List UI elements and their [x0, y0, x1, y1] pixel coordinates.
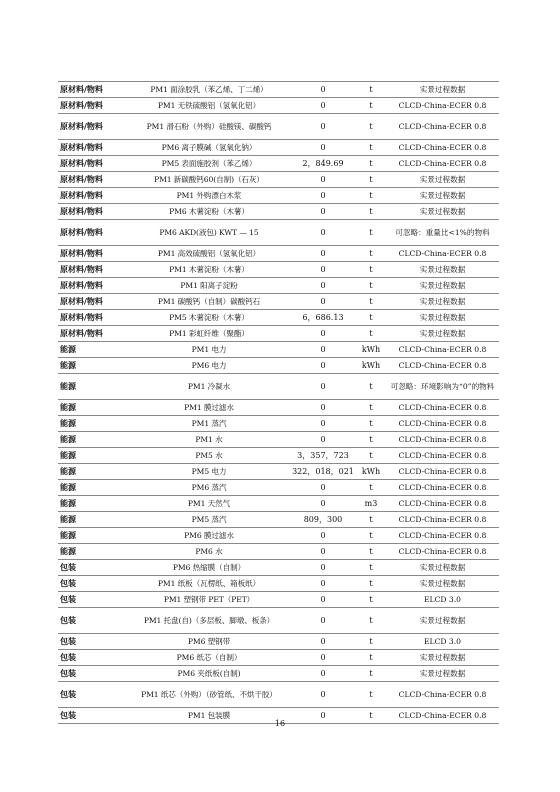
amount-cell: 0	[290, 188, 356, 204]
table-row	[58, 220, 499, 246]
source-cell: 实景过程数据	[386, 666, 499, 682]
source-cell: CLCD-China-ECER 0.8	[386, 342, 499, 358]
category-cell: 能源	[58, 496, 128, 512]
source-cell: ELCD 3.0	[386, 592, 499, 608]
amount-cell: 0	[290, 294, 356, 310]
item-cell: PM1 塑钢带 PET（PET）	[128, 592, 290, 608]
category-cell: 包装	[58, 682, 128, 708]
category-cell: 能源	[58, 464, 128, 480]
amount-cell: 0	[290, 496, 356, 512]
amount-cell: 0	[290, 634, 356, 650]
item-cell: PM1 冷凝水	[128, 374, 290, 400]
table-row	[58, 528, 499, 544]
amount-cell: 0	[290, 204, 356, 220]
amount-cell: 6，686.13	[290, 310, 356, 326]
amount-cell: 0	[290, 544, 356, 560]
item-cell: PM1 滑石粉（外购）硅酸镁、碳酸钙	[128, 114, 290, 140]
item-cell: PM1 纸板（瓦楞纸、箱板纸）	[128, 576, 290, 592]
unit-cell: t	[356, 156, 386, 172]
category-cell: 原材料/物料	[58, 294, 128, 310]
source-cell: 实景过程数据	[386, 560, 499, 576]
table-row	[58, 342, 499, 358]
category-cell: 能源	[58, 432, 128, 448]
item-cell: PM1 蒸汽	[128, 416, 290, 432]
category-cell: 包装	[58, 666, 128, 682]
table-row	[58, 374, 499, 400]
source-cell: 实景过程数据	[386, 188, 499, 204]
source-cell: CLCD-China-ECER 0.8	[386, 156, 499, 172]
source-cell: CLCD-China-ECER 0.8	[386, 708, 499, 724]
table-row	[58, 294, 499, 310]
unit-cell: t	[356, 188, 386, 204]
item-cell: PM1 纸芯（外购）（砂管纸、不烘干胶）	[128, 682, 290, 708]
amount-cell: 0	[290, 358, 356, 374]
source-cell: CLCD-China-ECER 0.8	[386, 528, 499, 544]
amount-cell: 0	[290, 416, 356, 432]
unit-cell: t	[356, 634, 386, 650]
table-row	[58, 204, 499, 220]
category-cell: 原材料/物料	[58, 262, 128, 278]
unit-cell: kWh	[356, 358, 386, 374]
category-cell: 能源	[58, 480, 128, 496]
item-cell: PM1 面涂胶乳（苯乙烯、丁二烯）	[128, 82, 290, 98]
category-cell: 原材料/物料	[58, 98, 128, 114]
unit-cell: t	[356, 294, 386, 310]
amount-cell: 809，300	[290, 512, 356, 528]
unit-cell: t	[356, 98, 386, 114]
unit-cell: t	[356, 246, 386, 262]
item-cell: PM1 包装膜	[128, 708, 290, 724]
unit-cell: t	[356, 114, 386, 140]
source-cell: CLCD-China-ECER 0.8	[386, 512, 499, 528]
source-cell: CLCD-China-ECER 0.8	[386, 432, 499, 448]
table-row	[58, 246, 499, 262]
amount-cell: 0	[290, 342, 356, 358]
table-row	[58, 592, 499, 608]
table-row	[58, 576, 499, 592]
table-row	[58, 560, 499, 576]
amount-cell: 0	[290, 650, 356, 666]
source-cell: CLCD-China-ECER 0.8	[386, 114, 499, 140]
category-cell: 能源	[58, 448, 128, 464]
source-cell: CLCD-China-ECER 0.8	[386, 246, 499, 262]
amount-cell: 2，849.69	[290, 156, 356, 172]
item-cell: PM1 碳酸钙（自制）碳酸钙石	[128, 294, 290, 310]
table-row	[58, 650, 499, 666]
category-cell: 能源	[58, 374, 128, 400]
unit-cell: m3	[356, 496, 386, 512]
category-cell: 原材料/物料	[58, 140, 128, 156]
inventory-table	[58, 81, 499, 724]
unit-cell: t	[356, 204, 386, 220]
table-row	[58, 140, 499, 156]
amount-cell: 0	[290, 708, 356, 724]
item-cell: PM1 高效硫酸铝（氢氧化铝）	[128, 246, 290, 262]
amount-cell: 0	[290, 374, 356, 400]
unit-cell: kWh	[356, 342, 386, 358]
table-row	[58, 512, 499, 528]
source-cell: CLCD-China-ECER 0.8	[386, 98, 499, 114]
unit-cell: kWh	[356, 464, 386, 480]
item-cell: PM6 夹纸板(自制)	[128, 666, 290, 682]
unit-cell: t	[356, 310, 386, 326]
table-row	[58, 464, 499, 480]
item-cell: PM6 热缩膜（自制）	[128, 560, 290, 576]
unit-cell: t	[356, 544, 386, 560]
category-cell: 能源	[58, 342, 128, 358]
source-cell: 实景过程数据	[386, 278, 499, 294]
page-number: 16	[274, 719, 286, 728]
source-cell: 实景过程数据	[386, 172, 499, 188]
table-row	[58, 480, 499, 496]
category-cell: 原材料/物料	[58, 204, 128, 220]
amount-cell: 0	[290, 98, 356, 114]
item-cell: PM6 木薯淀粉（木薯）	[128, 204, 290, 220]
category-cell: 原材料/物料	[58, 326, 128, 342]
amount-cell: 0	[290, 480, 356, 496]
table-row	[58, 310, 499, 326]
item-cell: PM6 蒸汽	[128, 480, 290, 496]
table-row	[58, 82, 499, 98]
table-row	[58, 682, 499, 708]
table-row	[58, 114, 499, 140]
unit-cell: t	[356, 432, 386, 448]
table-row	[58, 262, 499, 278]
category-cell: 能源	[58, 528, 128, 544]
amount-cell: 0	[290, 262, 356, 278]
amount-cell: 0	[290, 666, 356, 682]
amount-cell: 0	[290, 246, 356, 262]
unit-cell: t	[356, 576, 386, 592]
item-cell: PM1 无铁硫酸铝（氢氧化铝）	[128, 98, 290, 114]
source-cell: 实景过程数据	[386, 608, 499, 634]
table-row	[58, 188, 499, 204]
amount-cell: 0	[290, 432, 356, 448]
amount-cell: 0	[290, 172, 356, 188]
source-cell: CLCD-China-ECER 0.8	[386, 358, 499, 374]
item-cell: PM1 彩虹纤维（聚酯）	[128, 326, 290, 342]
item-cell: PM6 AKD(液包) KWT — 15	[128, 220, 290, 246]
category-cell: 原材料/物料	[58, 220, 128, 246]
amount-cell: 0	[290, 82, 356, 98]
amount-cell: 0	[290, 608, 356, 634]
source-cell: 实景过程数据	[386, 650, 499, 666]
table-row	[58, 608, 499, 634]
category-cell: 原材料/物料	[58, 156, 128, 172]
amount-cell: 0	[290, 528, 356, 544]
unit-cell: t	[356, 650, 386, 666]
table-row	[58, 634, 499, 650]
category-cell: 包装	[58, 608, 128, 634]
unit-cell: t	[356, 448, 386, 464]
item-cell: PM1 木薯淀粉（木薯）	[128, 262, 290, 278]
unit-cell: t	[356, 220, 386, 246]
source-cell: CLCD-China-ECER 0.8	[386, 496, 499, 512]
table-row	[58, 432, 499, 448]
source-cell: CLCD-China-ECER 0.8	[386, 448, 499, 464]
table-row	[58, 326, 499, 342]
item-cell: PM5 蒸汽	[128, 512, 290, 528]
item-cell: PM6 塑钢带	[128, 634, 290, 650]
amount-cell: 3，357，723	[290, 448, 356, 464]
source-cell: 可忽略：重量比<1%的物料	[386, 220, 499, 246]
unit-cell: t	[356, 682, 386, 708]
table-row	[58, 358, 499, 374]
category-cell: 原材料/物料	[58, 310, 128, 326]
unit-cell: t	[356, 140, 386, 156]
item-cell: PM1 托盘(自)（多层板、脚墩、板条）	[128, 608, 290, 634]
item-cell: PM6 膜过滤水	[128, 528, 290, 544]
source-cell: 可忽略：环境影响为“0”的物料	[386, 374, 499, 400]
item-cell: PM6 水	[128, 544, 290, 560]
source-cell: CLCD-China-ECER 0.8	[386, 140, 499, 156]
source-cell: 实景过程数据	[386, 576, 499, 592]
source-cell: 实景过程数据	[386, 294, 499, 310]
category-cell: 原材料/物料	[58, 114, 128, 140]
item-cell: PM1 外购漂白木浆	[128, 188, 290, 204]
item-cell: PM1 电力	[128, 342, 290, 358]
item-cell: PM5 表面施胶剂（苯乙烯）	[128, 156, 290, 172]
category-cell: 能源	[58, 416, 128, 432]
unit-cell: t	[356, 262, 386, 278]
amount-cell: 0	[290, 278, 356, 294]
unit-cell: t	[356, 480, 386, 496]
amount-cell: 0	[290, 560, 356, 576]
amount-cell: 0	[290, 114, 356, 140]
category-cell: 能源	[58, 512, 128, 528]
category-cell: 原材料/物料	[58, 246, 128, 262]
category-cell: 能源	[58, 544, 128, 560]
category-cell: 原材料/物料	[58, 188, 128, 204]
source-cell: CLCD-China-ECER 0.8	[386, 464, 499, 480]
category-cell: 能源	[58, 358, 128, 374]
amount-cell: 0	[290, 576, 356, 592]
category-cell: 包装	[58, 592, 128, 608]
item-cell: PM1 新碳酸钙60(自制)（石灰）	[128, 172, 290, 188]
table-row	[58, 448, 499, 464]
unit-cell: t	[356, 82, 386, 98]
table-row	[58, 156, 499, 172]
source-cell: 实景过程数据	[386, 262, 499, 278]
category-cell: 包装	[58, 708, 128, 724]
item-cell: PM6 离子膜碱（氢氧化钠）	[128, 140, 290, 156]
unit-cell: t	[356, 278, 386, 294]
category-cell: 原材料/物料	[58, 172, 128, 188]
source-cell: 实景过程数据	[386, 326, 499, 342]
source-cell: CLCD-China-ECER 0.8	[386, 480, 499, 496]
amount-cell: 0	[290, 140, 356, 156]
source-cell: CLCD-China-ECER 0.8	[386, 544, 499, 560]
table-row	[58, 496, 499, 512]
unit-cell: t	[356, 400, 386, 416]
source-cell: CLCD-China-ECER 0.8	[386, 416, 499, 432]
table-row	[58, 400, 499, 416]
item-cell: PM1 水	[128, 432, 290, 448]
table-row	[58, 416, 499, 432]
unit-cell: t	[356, 608, 386, 634]
category-cell: 能源	[58, 400, 128, 416]
table-row	[58, 544, 499, 560]
unit-cell: t	[356, 416, 386, 432]
category-cell: 包装	[58, 560, 128, 576]
category-cell: 包装	[58, 634, 128, 650]
table-row	[58, 172, 499, 188]
unit-cell: t	[356, 592, 386, 608]
item-cell: PM1 天然气	[128, 496, 290, 512]
amount-cell: 0	[290, 592, 356, 608]
source-cell: 实景过程数据	[386, 310, 499, 326]
unit-cell: t	[356, 560, 386, 576]
category-cell: 原材料/物料	[58, 82, 128, 98]
category-cell: 包装	[58, 650, 128, 666]
category-cell: 原材料/物料	[58, 278, 128, 294]
unit-cell: t	[356, 708, 386, 724]
item-cell: PM1 阳离子淀粉	[128, 278, 290, 294]
source-cell: ELCD 3.0	[386, 634, 499, 650]
unit-cell: t	[356, 172, 386, 188]
unit-cell: t	[356, 512, 386, 528]
item-cell: PM5 电力	[128, 464, 290, 480]
amount-cell: 0	[290, 326, 356, 342]
item-cell: PM6 电力	[128, 358, 290, 374]
table-row	[58, 278, 499, 294]
item-cell: PM5 水	[128, 448, 290, 464]
table-row	[58, 98, 499, 114]
unit-cell: t	[356, 528, 386, 544]
amount-cell: 0	[290, 682, 356, 708]
category-cell: 包装	[58, 576, 128, 592]
source-cell: 实景过程数据	[386, 82, 499, 98]
unit-cell: t	[356, 666, 386, 682]
source-cell: 实景过程数据	[386, 204, 499, 220]
amount-cell: 0	[290, 220, 356, 246]
unit-cell: t	[356, 326, 386, 342]
amount-cell: 322，018，021	[290, 464, 356, 480]
amount-cell: 0	[290, 400, 356, 416]
table-row	[58, 666, 499, 682]
item-cell: PM5 木薯淀粉（木薯）	[128, 310, 290, 326]
item-cell: PM6 纸芯（自制）	[128, 650, 290, 666]
item-cell: PM1 膜过滤水	[128, 400, 290, 416]
unit-cell: t	[356, 374, 386, 400]
source-cell: CLCD-China-ECER 0.8	[386, 682, 499, 708]
source-cell: CLCD-China-ECER 0.8	[386, 400, 499, 416]
